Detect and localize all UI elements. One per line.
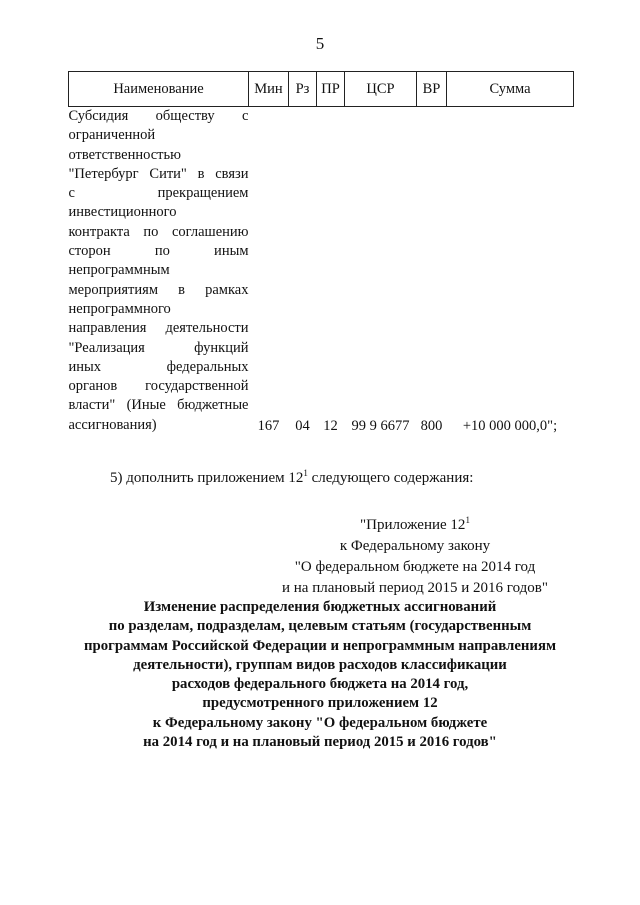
row-name-line: власти" (Иные бюджетные — [68, 397, 249, 414]
row-name-line: мероприятиям в рамках — [68, 281, 249, 298]
heading-line: расходов федерального бюджета на 2014 год, — [171, 676, 469, 693]
row-csr: 99 9 6677 — [351, 418, 410, 435]
row-rz: 04 — [295, 418, 310, 435]
heading-line: к Федеральному закону "О федеральном бюджете — [152, 714, 488, 731]
document-heading — [40, 598, 600, 752]
instruction-prefix: 5) дополнить приложением 12 — [110, 470, 304, 486]
row-pr: 12 — [323, 418, 338, 435]
heading-line: предусмотренного приложением 12 — [202, 695, 438, 712]
row-vr: 800 — [420, 418, 443, 435]
appendix-line-4: и на плановый период 2015 и 2016 годов" — [282, 580, 548, 596]
row-name-line: непрограммного — [68, 300, 171, 317]
appendix-line-1 — [200, 510, 630, 536]
heading-line: Изменение распределения бюджетных ассигнований — [143, 599, 497, 615]
table-row — [69, 107, 574, 436]
instruction-suffix: следующего содержания: — [307, 470, 474, 486]
row-name-line: иных федеральных — [68, 358, 249, 375]
row-name-line: Субсидия обществу с — [68, 108, 249, 124]
row-name — [69, 107, 249, 436]
row-name-line: "Реализация функций — [68, 339, 249, 356]
row-name-line: ограниченной — [68, 127, 156, 144]
appendix-reference — [200, 510, 630, 599]
row-name-line: контракта по соглашению — [68, 223, 249, 240]
row-name-line: направления деятельности — [68, 320, 249, 337]
heading-line: по разделам, подразделам, целевым статьям (государственным — [108, 618, 532, 635]
heading-line: на 2014 год и на плановый период 2015 и 2016 годов" — [143, 734, 497, 751]
heading-line: программам Российской Федерации и непрограммным направлениям — [83, 637, 557, 654]
table-header-row — [69, 72, 574, 107]
header-csr: ЦСР — [345, 72, 417, 107]
header-sum: Сумма — [447, 72, 574, 107]
row-name-line: инвестиционного — [68, 204, 177, 221]
row-name-line: сторон по иным — [68, 243, 249, 260]
page-number: 5 — [315, 34, 325, 53]
row-name-line: органов государственной — [68, 378, 249, 395]
header-vr: ВР — [417, 72, 447, 107]
row-name-line: непрограммным — [68, 262, 170, 279]
appendix-title: "Приложение 12 — [360, 517, 466, 533]
appendix-line-3: "О федеральном бюджете на 2014 год — [294, 559, 536, 575]
instruction-sup: 1 — [303, 468, 308, 478]
header-name: Наименование — [69, 72, 249, 107]
row-name-line: ответственностью — [68, 146, 181, 163]
header-min: Мин — [249, 72, 289, 107]
header-pr: ПР — [317, 72, 345, 107]
budget-table — [68, 71, 574, 435]
appendix-sup: 1 — [465, 515, 470, 525]
heading-line: деятельности), группам видов расходов классификации — [133, 656, 507, 673]
header-rz: Рз — [289, 72, 317, 107]
row-name-line: ассигнования) — [68, 416, 157, 433]
row-name-line: "Петербург Сити" в связи — [68, 165, 249, 182]
row-name-line: с прекращением — [68, 185, 249, 202]
amendment-instruction — [110, 468, 473, 487]
row-min: 167 — [257, 418, 280, 435]
row-sum: +10 000 000,0"; — [462, 418, 558, 435]
appendix-line-2: к Федеральному закону — [339, 538, 491, 554]
